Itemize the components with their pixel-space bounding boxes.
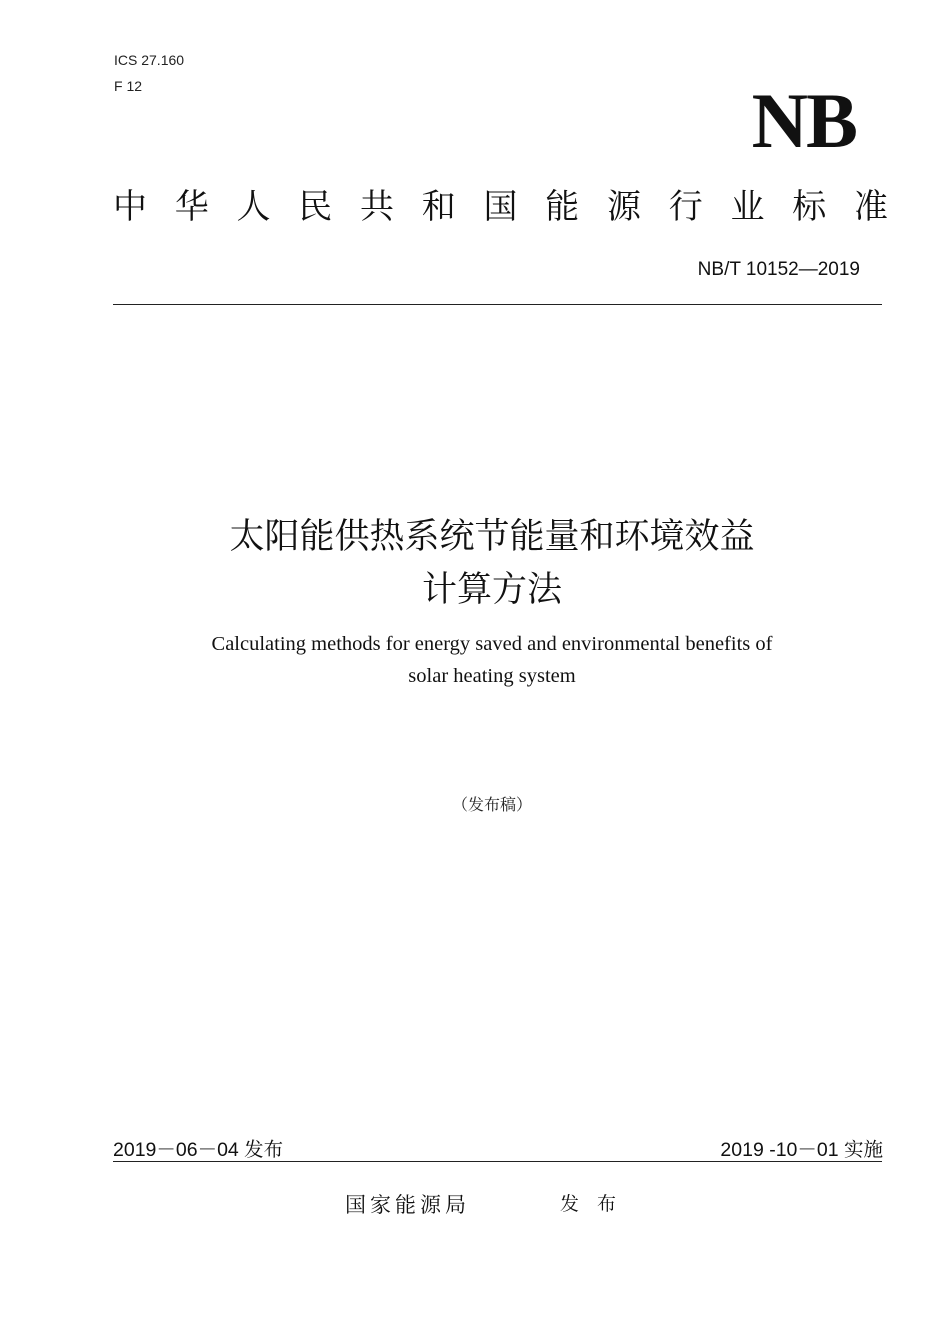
english-title-line-1: Calculating methods for energy saved and environmental benefits of [211, 633, 773, 655]
standard-type-char: 业 [730, 187, 765, 227]
chinese-title-line-1: 太阳能供热系统节能量和环境效益 [229, 517, 755, 557]
english-title-line-2: solar heating system [408, 665, 576, 687]
standard-type-char: 人 [236, 187, 271, 227]
implementation-date: 2019 -10－01 实施 [720, 1139, 883, 1161]
ccs-code: F 12 [114, 78, 143, 94]
standard-number: NB/T 10152—2019 [697, 259, 860, 280]
standard-type-char: 民 [298, 187, 333, 227]
draft-status: （发布稿） [451, 795, 532, 814]
standard-type-title [113, 184, 888, 230]
chinese-title-line-2: 计算方法 [421, 570, 562, 610]
standard-type-char: 行 [668, 187, 703, 227]
issue-date: 2019－06－04 发布 [113, 1139, 284, 1161]
standard-type-char: 国 [483, 187, 518, 227]
standard-type-char: 准 [854, 187, 888, 227]
publish-label: 发布 [560, 1193, 635, 1215]
standard-type-char: 华 [174, 187, 209, 227]
ics-code: ICS 27.160 [114, 52, 185, 68]
standard-type-char: 能 [545, 187, 580, 227]
standard-type-char: 中 [113, 187, 147, 227]
publisher: 国家能源局 [345, 1193, 470, 1217]
footer-divider [113, 1161, 882, 1162]
classification-codes [114, 47, 184, 99]
header-divider [113, 304, 882, 305]
nb-logo: NB [751, 77, 856, 164]
standard-type-char: 标 [792, 187, 827, 227]
standard-type-char: 共 [360, 187, 394, 227]
standard-type-char: 和 [421, 187, 456, 227]
standard-type-char: 源 [607, 187, 641, 227]
